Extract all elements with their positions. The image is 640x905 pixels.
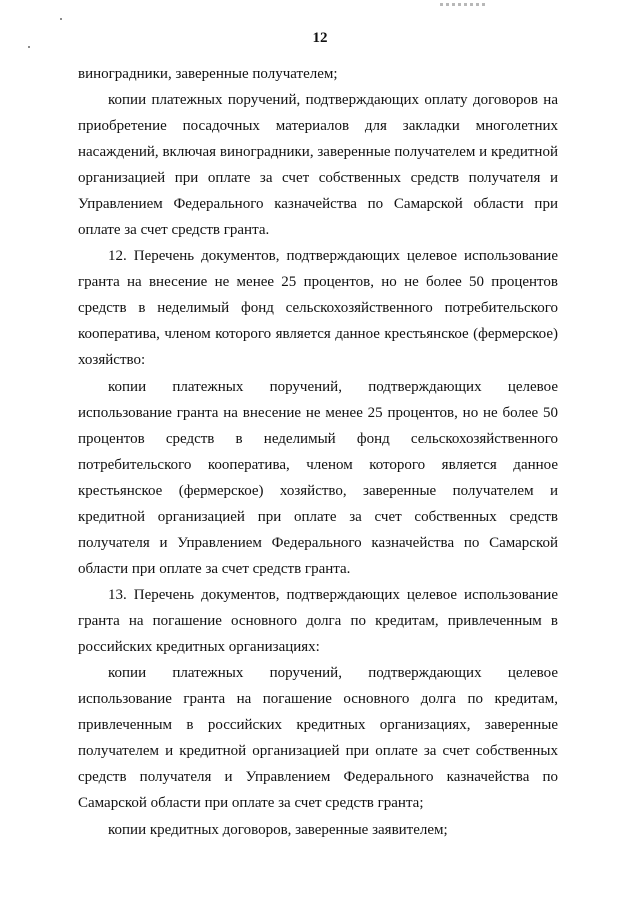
text-line: российских кредитных организациях: bbox=[78, 639, 320, 655]
text-line: гранта на внесение не менее 25 процентов, но не более 50 процентов bbox=[78, 274, 558, 290]
text-line: хозяйство: bbox=[78, 352, 146, 368]
text-line: оплате за счет средств гранта. bbox=[78, 222, 270, 238]
text-line: виноградники, заверенные получателем; bbox=[78, 66, 338, 82]
text-line: получателем и кредитной организацией при оплате за счет собственных bbox=[78, 743, 558, 759]
text-line: области при оплате за счет средств гранта. bbox=[78, 561, 351, 577]
text-line: организацией при оплате за счет собственных средств получателя и bbox=[78, 170, 558, 186]
text-line: насаждений, включая виноградники, заверенные получателем и кредитной bbox=[78, 144, 558, 160]
text-line: крестьянское (фермерское) хозяйство, заверенные получателем и bbox=[78, 483, 558, 499]
text-line: получателя и Управлением Федерального казначейства по Самарской bbox=[78, 535, 558, 551]
text-line: копии платежных поручений, подтверждающих целевое bbox=[108, 665, 558, 681]
text-line: приобретение посадочных материалов для закладки многолетних bbox=[78, 118, 558, 134]
text-line: копии платежных поручений, подтверждающих целевое bbox=[108, 379, 558, 395]
text-line: 12. Перечень документов, подтверждающих целевое использование bbox=[108, 248, 558, 264]
text-line: копии кредитных договоров, заверенные заявителем; bbox=[108, 822, 448, 838]
text-line: средств получателя и Управлением Федерального казначейства по bbox=[78, 769, 558, 785]
text-line: Управлением Федерального казначейства по Самарской области при bbox=[78, 196, 558, 212]
text-line: использование гранта на внесение не менее 25 процентов, но не более 50 bbox=[78, 405, 558, 421]
text-line: кредитной организацией при оплате за счет собственных средств bbox=[78, 509, 558, 525]
scan-speck bbox=[60, 18, 62, 20]
scan-artifact bbox=[440, 3, 488, 6]
text-line: потребительского кооператива, членом которого является данное bbox=[78, 457, 558, 473]
text-line: 13. Перечень документов, подтверждающих целевое использование bbox=[108, 587, 558, 603]
text-line: использование гранта на погашение основного долга по кредитам, bbox=[78, 691, 558, 707]
text-line: процентов средств в неделимый фонд сельскохозяйственного bbox=[78, 431, 558, 447]
text-line: копии платежных поручений, подтверждающих оплату договоров на bbox=[108, 92, 558, 108]
text-line: привлеченным в российских кредитных организациях, заверенные bbox=[78, 717, 558, 733]
text-line: Самарской области при оплате за счет средств гранта; bbox=[78, 795, 424, 811]
text-line: средств в неделимый фонд сельскохозяйственного потребительского bbox=[78, 300, 558, 316]
page-number: 12 bbox=[312, 30, 328, 46]
text-line: кооператива, членом которого является данное крестьянское (фермерское) bbox=[78, 326, 558, 342]
text-line: гранта на погашение основного долга по кредитам, привлеченным в bbox=[78, 613, 558, 629]
